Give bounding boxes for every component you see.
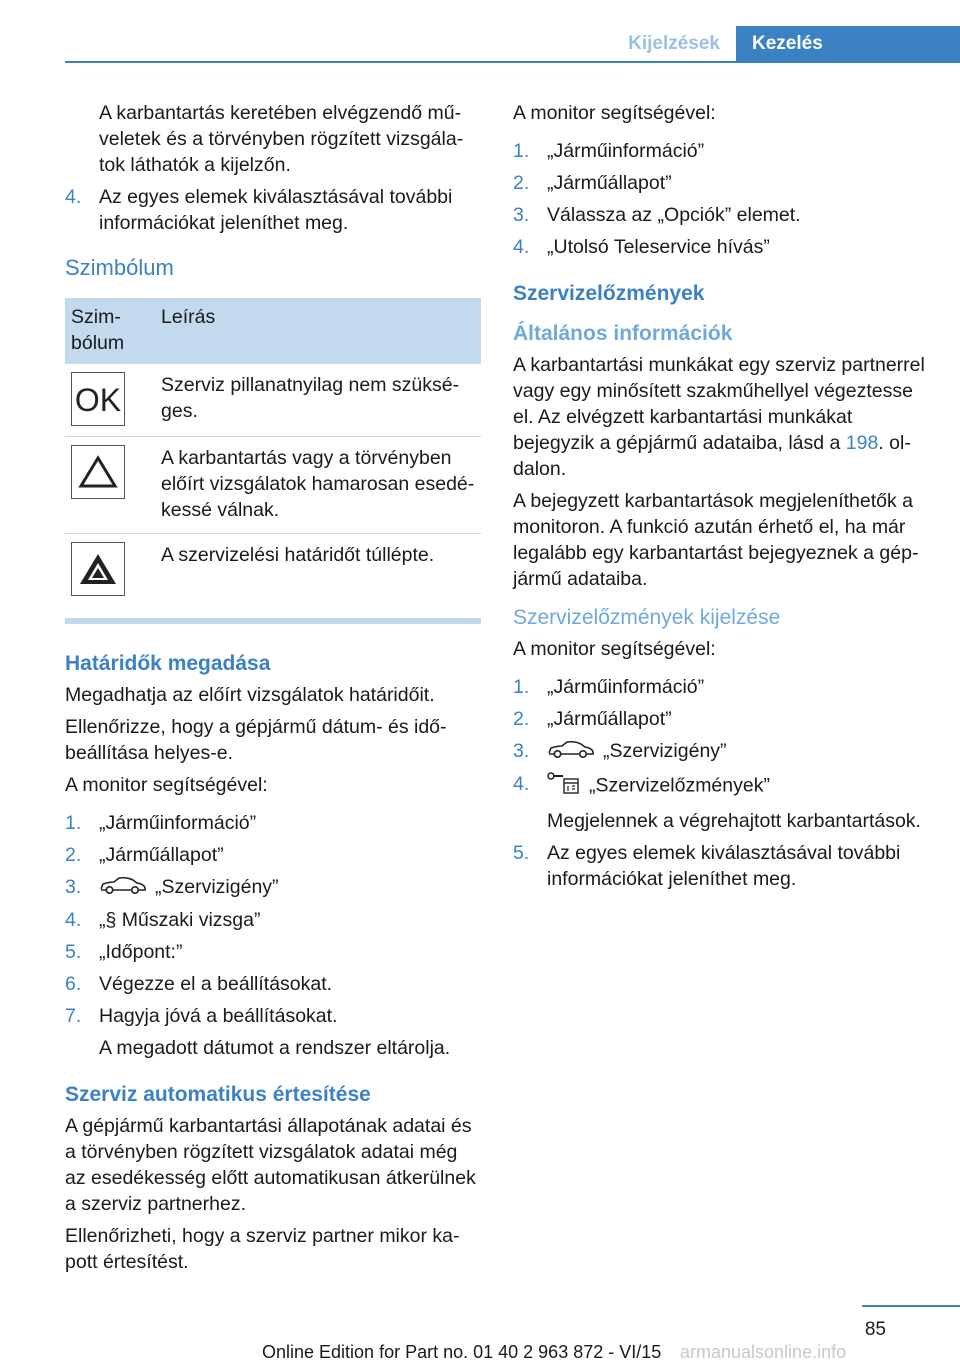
general-text-a: A karbantartási munkákat egy szerviz partnerrel vagy egy minősített szakműhellyel végeztesse el. Az elvégzett karbantartási munkákat bejegyzik a gépjármű adataiba, lásd a: [513, 354, 925, 454]
step-text: „Járműállapot”: [547, 172, 672, 194]
footer-divider: [862, 1305, 960, 1307]
tab-kijelzesek[interactable]: Kijelzések: [628, 33, 720, 54]
step-text: Válassza az „Opciók” elemet.: [547, 204, 801, 226]
table-cell-description: A szervizelési határidőt túllépte.: [155, 534, 481, 622]
step-4-note: Megjelennek a végrehajtott karbantartások.: [547, 809, 921, 832]
list-item: [65, 907, 481, 933]
tab-kezeles[interactable]: Kezelés: [736, 26, 960, 61]
edition-text: Online Edition for Part no. 01 40 2 963 872 - VI/15: [262, 1342, 662, 1362]
list-item: [513, 706, 928, 732]
list-item: [513, 674, 928, 700]
auto-paragraph-2: Ellenőrizheti, hogy a szerviz partner mikor kapott értesítést.: [65, 1224, 460, 1273]
step-number: 2.: [513, 708, 530, 730]
symbol-heading: Szimbólum: [65, 255, 174, 280]
list-item: [65, 939, 481, 965]
svg-text:OK: OK: [74, 382, 122, 416]
list-item: [513, 234, 928, 260]
auto-paragraph-1: A gépjármű karbantartási állapotának adatai és a törvényben rögzített vizsgálatok adatai még az esedékesség előtt automatikusan átkerülnek a szerviz partnerhez.: [65, 1114, 476, 1215]
step-number: 3.: [513, 204, 530, 226]
step-text: „Járműállapot”: [547, 708, 672, 730]
table-header-symbol: Szimbólum: [65, 298, 155, 364]
history-monitor-intro: A monitor segítségével:: [513, 638, 716, 660]
left-column: [65, 100, 481, 1281]
step-number: 5.: [65, 940, 82, 963]
step-text: „Szervizigény”: [155, 876, 279, 898]
step-text: „Szervizelőzmények”: [589, 774, 770, 797]
general-text-b: . oldalon.: [513, 432, 911, 480]
table-cell-description: Szerviz pillanatnyilag nem szükséges.: [155, 364, 481, 437]
table-row: [65, 437, 481, 534]
list-item: [65, 842, 481, 868]
history-steps-cont: [513, 840, 928, 892]
step-text: „Időpont:”: [99, 940, 183, 963]
list-item: [513, 771, 928, 802]
list-item: [513, 738, 928, 765]
table-header-description: Leírás: [155, 298, 481, 364]
teleservice-steps: [513, 138, 928, 260]
list-item: [513, 840, 928, 892]
list-item: [65, 971, 481, 997]
step-number: 1.: [513, 140, 530, 162]
step-number: 2.: [513, 172, 530, 194]
general-info-heading: Általános információk: [513, 322, 733, 345]
deadlines-paragraph-2: Ellenőrizze, hogy a gépjármű dátum- és időbeállítása helyes-e.: [65, 716, 447, 764]
table-header-row: [65, 298, 481, 364]
step-text: „Járműállapot”: [99, 844, 224, 866]
step-text: „Járműinformáció”: [99, 812, 257, 834]
page-number: 85: [864, 1319, 886, 1340]
step-number: 4.: [65, 186, 82, 208]
deadlines-paragraph-1: Megadhatja az előírt vizsgálatok határidőit.: [65, 684, 435, 706]
table-cell-description: A karbantartás vagy a törvényben előírt vizsgálatok hamarosan esedékessé válnak.: [155, 437, 481, 534]
list-item: [65, 1003, 481, 1029]
step-number: 5.: [513, 841, 530, 864]
step-text: „Járműinformáció”: [547, 676, 705, 698]
general-paragraph-2: A bejegyzett karbantartások megjeleníthetők a monitoron. A funkció azután érhető el, ha már legalább egy karbantartást bejegyeznek a gépjármű adataiba.: [513, 490, 919, 590]
step-number: 3.: [65, 876, 82, 898]
step-text: Az egyes elemek kiválasztásával további információkat jeleníthet meg.: [99, 186, 453, 234]
history-display-heading: Szervizelőzmények kijelzése: [513, 606, 781, 629]
list-item: [65, 810, 481, 836]
service-history-heading: Szervizelőzmények: [513, 282, 705, 305]
step-text: „§ Műszaki vizsga”: [99, 908, 261, 931]
step-number: 3.: [513, 740, 530, 762]
monitor-intro: A monitor segítségével:: [513, 102, 716, 124]
header-bar: [65, 26, 960, 63]
ok-icon: [71, 372, 125, 426]
step-text: „Utolsó Teleservice hívás”: [547, 236, 770, 258]
step-number: 4.: [65, 908, 82, 931]
step-text: Végezze el a beállításokat.: [99, 972, 333, 995]
step-number: 1.: [65, 812, 82, 834]
deadlines-steps: [65, 810, 481, 1029]
step-text: Hagyja jóvá a beállításokat.: [99, 1004, 338, 1027]
auto-notification-heading: Szerviz automatikus értesítése: [65, 1082, 371, 1106]
symbol-table: [65, 298, 481, 624]
car-icon: [547, 739, 595, 765]
page-link[interactable]: 198: [845, 432, 879, 454]
list-item: [513, 170, 928, 196]
overdue-triangle-icon: [71, 542, 125, 596]
table-row: [65, 364, 481, 437]
step-number: 2.: [65, 844, 82, 866]
deadlines-paragraph-3: A monitor segítségével:: [65, 774, 268, 796]
step-number: 1.: [513, 676, 530, 698]
step-text: „Járműinformáció”: [547, 140, 705, 162]
wrench-calendar-icon: [547, 771, 581, 802]
warning-triangle-icon: [71, 445, 125, 499]
car-icon: [99, 875, 147, 901]
right-column: [513, 100, 928, 898]
intro-list: [65, 184, 481, 236]
step-number: 7.: [65, 1004, 82, 1027]
table-row: [65, 534, 481, 622]
deadlines-heading: Határidők megadása: [65, 652, 271, 675]
step-number: 4.: [513, 236, 530, 258]
intro-continuation: A karbantartás keretében elvégzendő műveletek és a törvényben rögzített vizsgálatok láthatók a kijelzőn.: [99, 102, 464, 176]
list-item: [65, 184, 481, 236]
history-steps: [513, 674, 928, 802]
step-number: 6.: [65, 972, 82, 995]
step-number: 4.: [513, 772, 530, 795]
watermark: armanualsonline.info: [680, 1342, 847, 1362]
list-item: [513, 138, 928, 164]
list-item: [513, 202, 928, 228]
step-7-note: A megadott dátumot a rendszer eltárolja.: [99, 1036, 451, 1059]
list-item: [65, 874, 481, 901]
step-text: „Szervizigény”: [603, 740, 727, 762]
general-paragraph-1: [513, 352, 928, 482]
step-text: Az egyes elemek kiválasztásával további információkat jeleníthet meg.: [547, 841, 901, 890]
